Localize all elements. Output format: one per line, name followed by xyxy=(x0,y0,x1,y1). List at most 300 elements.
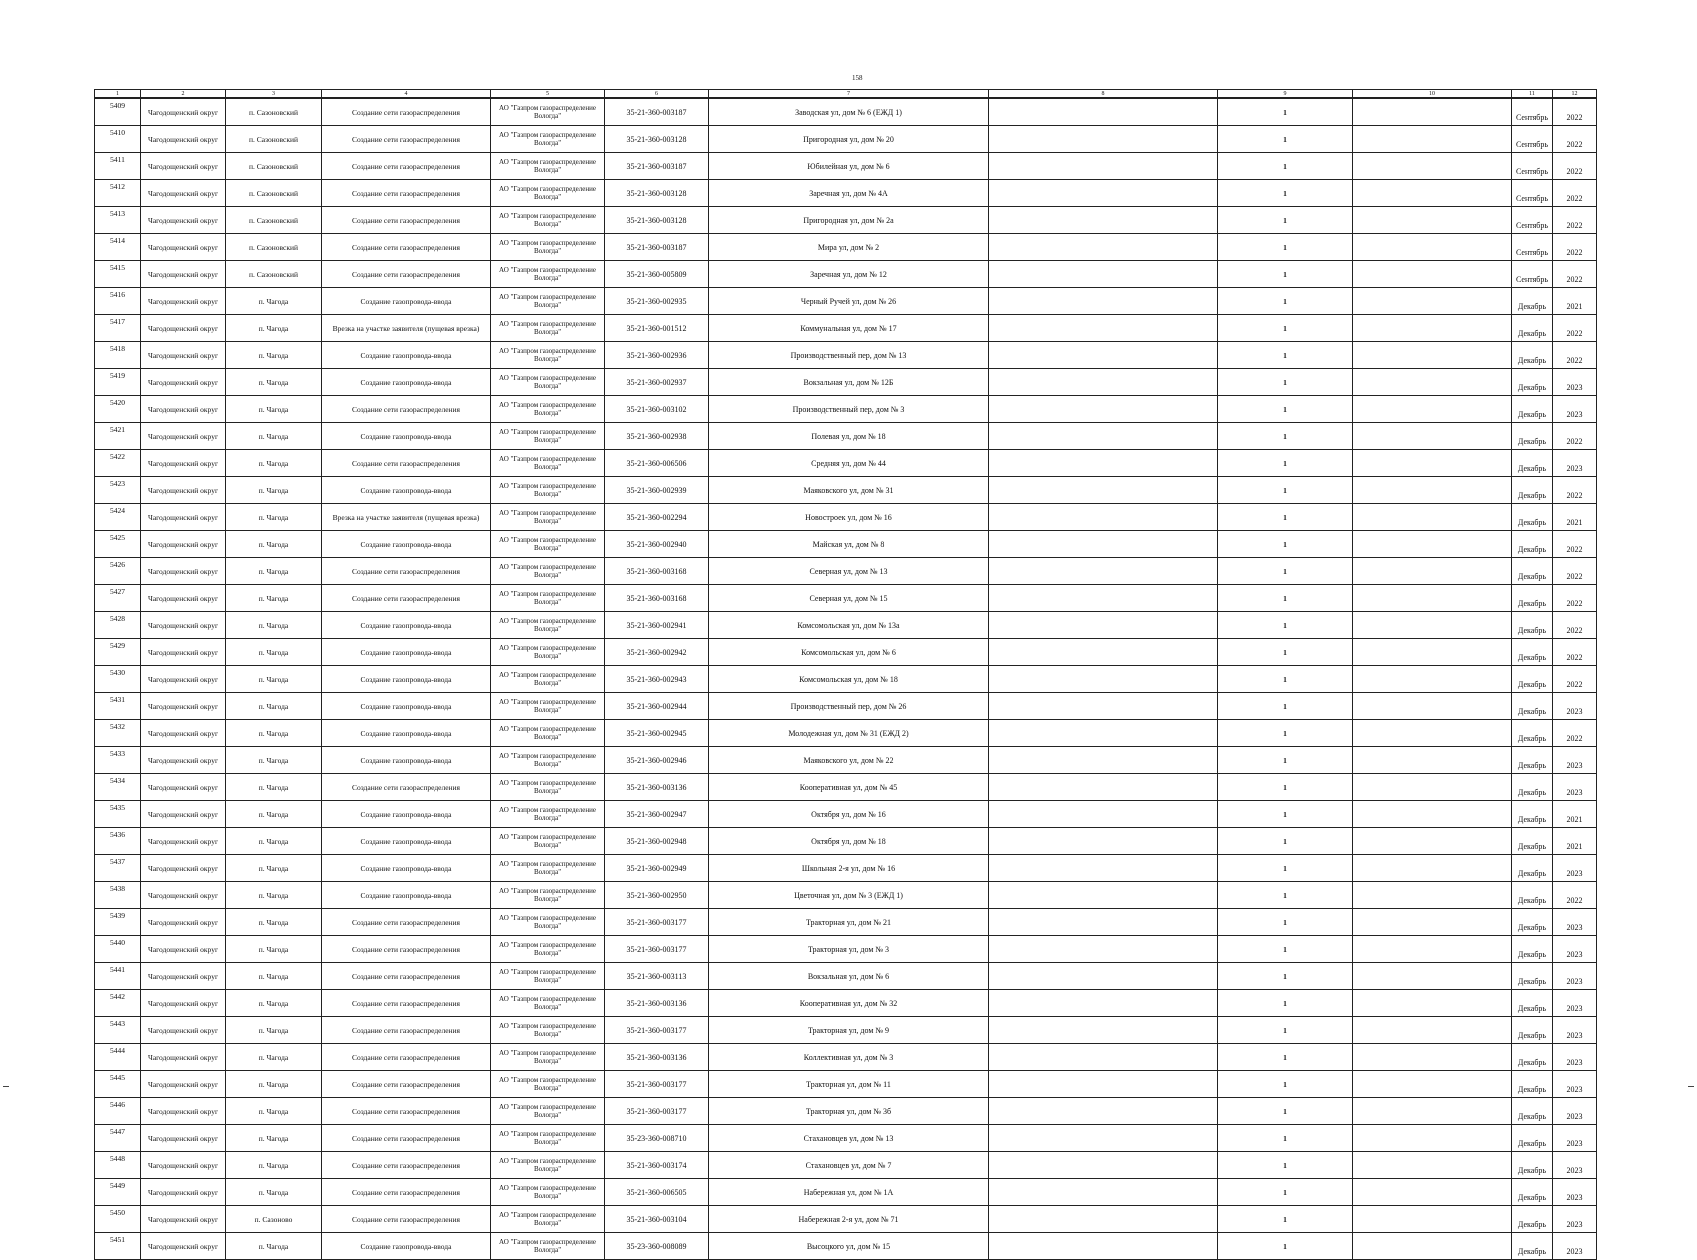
locality-cell: п. Сазоново xyxy=(226,1206,322,1233)
cadastral-number-cell: 35-21-360-002941 xyxy=(605,612,709,639)
year-cell: 2023 xyxy=(1553,396,1597,423)
work-type-cell: Создание сети газораспределения xyxy=(322,1206,491,1233)
locality-cell: п. Чагода xyxy=(226,1098,322,1125)
quantity-cell: 1 xyxy=(1218,1071,1353,1098)
year-cell: 2022 xyxy=(1553,234,1597,261)
month-cell: Сентябрь xyxy=(1512,126,1553,153)
work-type-cell: Создание газопровода-ввода xyxy=(322,693,491,720)
empty-cell xyxy=(1353,1017,1512,1044)
cadastral-number-cell: 35-21-360-003177 xyxy=(605,1071,709,1098)
row-number: 5419 xyxy=(95,369,141,396)
month-cell: Декабрь xyxy=(1512,315,1553,342)
empty-cell xyxy=(1353,450,1512,477)
empty-cell xyxy=(1353,288,1512,315)
month-cell: Декабрь xyxy=(1512,855,1553,882)
row-number: 5451 xyxy=(95,1233,141,1260)
locality-cell: п. Чагода xyxy=(226,774,322,801)
address-cell: Новостроек ул, дом № 16 xyxy=(709,504,989,531)
scan-edge-mark-left xyxy=(3,1086,9,1087)
row-number: 5412 xyxy=(95,180,141,207)
work-type-cell: Создание газопровода-ввода xyxy=(322,369,491,396)
empty-cell xyxy=(989,639,1218,666)
quantity-cell: 1 xyxy=(1218,423,1353,450)
empty-cell xyxy=(989,1206,1218,1233)
cadastral-number-cell: 35-21-360-001512 xyxy=(605,315,709,342)
column-number: 8 xyxy=(989,90,1218,99)
month-cell: Декабрь xyxy=(1512,1206,1553,1233)
cadastral-number-cell: 35-21-360-003168 xyxy=(605,585,709,612)
district-cell: Чагодощенский округ xyxy=(141,126,226,153)
month-cell: Декабрь xyxy=(1512,369,1553,396)
district-cell: Чагодощенский округ xyxy=(141,585,226,612)
empty-cell xyxy=(989,747,1218,774)
organization-cell: АО "Газпром газораспределение Вологда" xyxy=(491,774,605,801)
table-row xyxy=(95,990,1597,1017)
cadastral-number-cell: 35-23-360-008089 xyxy=(605,1233,709,1260)
locality-cell: п. Сазоновский xyxy=(226,207,322,234)
district-cell: Чагодощенский округ xyxy=(141,1017,226,1044)
locality-cell: п. Сазоновский xyxy=(226,234,322,261)
quantity-cell: 1 xyxy=(1218,288,1353,315)
organization-cell: АО "Газпром газораспределение Вологда" xyxy=(491,909,605,936)
year-cell: 2022 xyxy=(1553,558,1597,585)
district-cell: Чагодощенский округ xyxy=(141,1125,226,1152)
organization-cell: АО "Газпром газораспределение Вологда" xyxy=(491,450,605,477)
month-cell: Декабрь xyxy=(1512,450,1553,477)
locality-cell: п. Чагода xyxy=(226,423,322,450)
year-cell: 2022 xyxy=(1553,477,1597,504)
quantity-cell: 1 xyxy=(1218,774,1353,801)
locality-cell: п. Чагода xyxy=(226,342,322,369)
empty-cell xyxy=(989,1098,1218,1125)
empty-cell xyxy=(1353,963,1512,990)
column-number: 5 xyxy=(491,90,605,99)
quantity-cell: 1 xyxy=(1218,1179,1353,1206)
organization-cell: АО "Газпром газораспределение Вологда" xyxy=(491,747,605,774)
table-row xyxy=(95,126,1597,153)
empty-cell xyxy=(989,450,1218,477)
table-row xyxy=(95,855,1597,882)
table-row xyxy=(95,153,1597,180)
table-row xyxy=(95,666,1597,693)
empty-cell xyxy=(1353,369,1512,396)
district-cell: Чагодощенский округ xyxy=(141,98,226,126)
district-cell: Чагодощенский округ xyxy=(141,801,226,828)
year-cell: 2023 xyxy=(1553,1017,1597,1044)
work-type-cell: Создание газопровода-ввода xyxy=(322,1233,491,1260)
organization-cell: АО "Газпром газораспределение Вологда" xyxy=(491,936,605,963)
locality-cell: п. Чагода xyxy=(226,1125,322,1152)
table-row xyxy=(95,450,1597,477)
empty-cell xyxy=(1353,98,1512,126)
month-cell: Декабрь xyxy=(1512,531,1553,558)
work-type-cell: Создание сети газораспределения xyxy=(322,1179,491,1206)
quantity-cell: 1 xyxy=(1218,909,1353,936)
row-number: 5409 xyxy=(95,98,141,126)
cadastral-number-cell: 35-21-360-002943 xyxy=(605,666,709,693)
empty-cell xyxy=(989,153,1218,180)
address-cell: Тракторная ул, дом № 3б xyxy=(709,1098,989,1125)
table-row xyxy=(95,98,1597,126)
page-number: 158 xyxy=(852,74,863,82)
district-cell: Чагодощенский округ xyxy=(141,1206,226,1233)
quantity-cell: 1 xyxy=(1218,261,1353,288)
row-number: 5427 xyxy=(95,585,141,612)
empty-cell xyxy=(1353,666,1512,693)
empty-cell xyxy=(1353,477,1512,504)
cadastral-number-cell: 35-21-360-002948 xyxy=(605,828,709,855)
cadastral-number-cell: 35-21-360-003113 xyxy=(605,963,709,990)
cadastral-number-cell: 35-21-360-005809 xyxy=(605,261,709,288)
year-cell: 2022 xyxy=(1553,612,1597,639)
quantity-cell: 1 xyxy=(1218,1206,1353,1233)
row-number: 5447 xyxy=(95,1125,141,1152)
quantity-cell: 1 xyxy=(1218,720,1353,747)
year-cell: 2023 xyxy=(1553,774,1597,801)
organization-cell: АО "Газпром газораспределение Вологда" xyxy=(491,990,605,1017)
row-number: 5417 xyxy=(95,315,141,342)
column-number: 4 xyxy=(322,90,491,99)
table-row xyxy=(95,234,1597,261)
month-cell: Декабрь xyxy=(1512,423,1553,450)
work-type-cell: Создание газопровода-ввода xyxy=(322,747,491,774)
row-number: 5449 xyxy=(95,1179,141,1206)
month-cell: Декабрь xyxy=(1512,747,1553,774)
address-cell: Заречная ул, дом № 12 xyxy=(709,261,989,288)
cadastral-number-cell: 35-21-360-002946 xyxy=(605,747,709,774)
district-cell: Чагодощенский округ xyxy=(141,315,226,342)
locality-cell: п. Чагода xyxy=(226,801,322,828)
table-row xyxy=(95,342,1597,369)
work-type-cell: Создание сети газораспределения xyxy=(322,1017,491,1044)
address-cell: Октября ул, дом № 18 xyxy=(709,828,989,855)
year-cell: 2021 xyxy=(1553,801,1597,828)
district-cell: Чагодощенский округ xyxy=(141,558,226,585)
empty-cell xyxy=(989,855,1218,882)
table-row xyxy=(95,1017,1597,1044)
locality-cell: п. Чагода xyxy=(226,882,322,909)
year-cell: 2023 xyxy=(1553,450,1597,477)
locality-cell: п. Чагода xyxy=(226,315,322,342)
organization-cell: АО "Газпром газораспределение Вологда" xyxy=(491,1152,605,1179)
address-cell: Молодежная ул, дом № 31 (ЕЖД 2) xyxy=(709,720,989,747)
empty-cell xyxy=(989,828,1218,855)
month-cell: Декабрь xyxy=(1512,288,1553,315)
cadastral-number-cell: 35-21-360-003136 xyxy=(605,1044,709,1071)
month-cell: Декабрь xyxy=(1512,1233,1553,1260)
cadastral-number-cell: 35-21-360-002940 xyxy=(605,531,709,558)
row-number: 5435 xyxy=(95,801,141,828)
cadastral-number-cell: 35-21-360-003177 xyxy=(605,1098,709,1125)
work-type-cell: Создание сети газораспределения xyxy=(322,1098,491,1125)
quantity-cell: 1 xyxy=(1218,153,1353,180)
table-row xyxy=(95,585,1597,612)
district-cell: Чагодощенский округ xyxy=(141,1152,226,1179)
month-cell: Декабрь xyxy=(1512,990,1553,1017)
organization-cell: АО "Газпром газораспределение Вологда" xyxy=(491,1017,605,1044)
month-cell: Декабрь xyxy=(1512,396,1553,423)
quantity-cell: 1 xyxy=(1218,234,1353,261)
quantity-cell: 1 xyxy=(1218,747,1353,774)
empty-cell xyxy=(989,558,1218,585)
row-number: 5428 xyxy=(95,612,141,639)
table-row xyxy=(95,1233,1597,1260)
cadastral-number-cell: 35-21-360-002938 xyxy=(605,423,709,450)
year-cell: 2022 xyxy=(1553,882,1597,909)
row-number: 5416 xyxy=(95,288,141,315)
locality-cell: п. Чагода xyxy=(226,558,322,585)
row-number: 5439 xyxy=(95,909,141,936)
organization-cell: АО "Газпром газораспределение Вологда" xyxy=(491,180,605,207)
month-cell: Сентябрь xyxy=(1512,207,1553,234)
district-cell: Чагодощенский округ xyxy=(141,450,226,477)
empty-cell xyxy=(1353,1233,1512,1260)
district-cell: Чагодощенский округ xyxy=(141,369,226,396)
column-number: 3 xyxy=(226,90,322,99)
year-cell: 2023 xyxy=(1553,1152,1597,1179)
empty-cell xyxy=(989,693,1218,720)
table-row xyxy=(95,1125,1597,1152)
organization-cell: АО "Газпром газораспределение Вологда" xyxy=(491,801,605,828)
year-cell: 2023 xyxy=(1553,936,1597,963)
work-type-cell: Создание газопровода-ввода xyxy=(322,477,491,504)
table-row xyxy=(95,1206,1597,1233)
table-row xyxy=(95,1179,1597,1206)
locality-cell: п. Чагода xyxy=(226,369,322,396)
organization-cell: АО "Газпром газораспределение Вологда" xyxy=(491,963,605,990)
empty-cell xyxy=(989,1125,1218,1152)
address-cell: Комсомольская ул, дом № 6 xyxy=(709,639,989,666)
empty-cell xyxy=(1353,342,1512,369)
quantity-cell: 1 xyxy=(1218,369,1353,396)
address-cell: Маяковского ул, дом № 31 xyxy=(709,477,989,504)
cadastral-number-cell: 35-21-360-003128 xyxy=(605,207,709,234)
quantity-cell: 1 xyxy=(1218,180,1353,207)
month-cell: Декабрь xyxy=(1512,963,1553,990)
work-type-cell: Создание газопровода-ввода xyxy=(322,423,491,450)
empty-cell xyxy=(989,369,1218,396)
row-number: 5414 xyxy=(95,234,141,261)
locality-cell: п. Чагода xyxy=(226,504,322,531)
address-cell: Майская ул, дом № 8 xyxy=(709,531,989,558)
locality-cell: п. Чагода xyxy=(226,396,322,423)
address-cell: Пригородная ул, дом № 2а xyxy=(709,207,989,234)
cadastral-number-cell: 35-21-360-003136 xyxy=(605,774,709,801)
month-cell: Сентябрь xyxy=(1512,180,1553,207)
empty-cell xyxy=(989,963,1218,990)
empty-cell xyxy=(989,234,1218,261)
empty-cell xyxy=(1353,639,1512,666)
table-row xyxy=(95,315,1597,342)
table-row xyxy=(95,504,1597,531)
district-cell: Чагодощенский округ xyxy=(141,693,226,720)
month-cell: Сентябрь xyxy=(1512,234,1553,261)
organization-cell: АО "Газпром газораспределение Вологда" xyxy=(491,153,605,180)
address-cell: Стахановцев ул, дом № 13 xyxy=(709,1125,989,1152)
locality-cell: п. Чагода xyxy=(226,990,322,1017)
locality-cell: п. Чагода xyxy=(226,1233,322,1260)
row-number: 5415 xyxy=(95,261,141,288)
empty-cell xyxy=(989,396,1218,423)
row-number: 5442 xyxy=(95,990,141,1017)
cadastral-number-cell: 35-21-360-003177 xyxy=(605,1017,709,1044)
empty-cell xyxy=(989,666,1218,693)
address-cell: Коммунальная ул, дом № 17 xyxy=(709,315,989,342)
address-cell: Средняя ул, дом № 44 xyxy=(709,450,989,477)
month-cell: Декабрь xyxy=(1512,909,1553,936)
address-cell: Производственный пер, дом № 3 xyxy=(709,396,989,423)
district-cell: Чагодощенский округ xyxy=(141,828,226,855)
row-number: 5443 xyxy=(95,1017,141,1044)
empty-cell xyxy=(1353,261,1512,288)
column-number: 9 xyxy=(1218,90,1353,99)
year-cell: 2023 xyxy=(1553,963,1597,990)
month-cell: Декабрь xyxy=(1512,1098,1553,1125)
organization-cell: АО "Газпром газораспределение Вологда" xyxy=(491,585,605,612)
district-cell: Чагодощенский округ xyxy=(141,909,226,936)
row-number: 5433 xyxy=(95,747,141,774)
work-type-cell: Создание сети газораспределения xyxy=(322,126,491,153)
empty-cell xyxy=(989,126,1218,153)
organization-cell: АО "Газпром газораспределение Вологда" xyxy=(491,207,605,234)
month-cell: Декабрь xyxy=(1512,1071,1553,1098)
year-cell: 2022 xyxy=(1553,585,1597,612)
row-number: 5411 xyxy=(95,153,141,180)
row-number: 5420 xyxy=(95,396,141,423)
empty-cell xyxy=(989,1233,1218,1260)
address-cell: Цветочная ул, дом № 3 (ЕЖД 1) xyxy=(709,882,989,909)
cadastral-number-cell: 35-21-360-003174 xyxy=(605,1152,709,1179)
district-cell: Чагодощенский округ xyxy=(141,531,226,558)
cadastral-number-cell: 35-21-360-003187 xyxy=(605,98,709,126)
quantity-cell: 1 xyxy=(1218,477,1353,504)
quantity-cell: 1 xyxy=(1218,531,1353,558)
quantity-cell: 1 xyxy=(1218,98,1353,126)
address-cell: Набережная ул, дом № 1А xyxy=(709,1179,989,1206)
locality-cell: п. Чагода xyxy=(226,639,322,666)
empty-cell xyxy=(989,882,1218,909)
district-cell: Чагодощенский округ xyxy=(141,207,226,234)
month-cell: Декабрь xyxy=(1512,936,1553,963)
address-cell: Высоцкого ул, дом № 15 xyxy=(709,1233,989,1260)
column-number: 11 xyxy=(1512,90,1553,99)
year-cell: 2023 xyxy=(1553,1044,1597,1071)
empty-cell xyxy=(989,1044,1218,1071)
empty-cell xyxy=(1353,207,1512,234)
table-row xyxy=(95,477,1597,504)
month-cell: Декабрь xyxy=(1512,882,1553,909)
row-number: 5446 xyxy=(95,1098,141,1125)
organization-cell: АО "Газпром газораспределение Вологда" xyxy=(491,1233,605,1260)
quantity-cell: 1 xyxy=(1218,504,1353,531)
year-cell: 2022 xyxy=(1553,315,1597,342)
cadastral-number-cell: 35-21-360-003177 xyxy=(605,909,709,936)
district-cell: Чагодощенский округ xyxy=(141,882,226,909)
district-cell: Чагодощенский округ xyxy=(141,180,226,207)
organization-cell: АО "Газпром газораспределение Вологда" xyxy=(491,558,605,585)
address-cell: Школьная 2-я ул, дом № 16 xyxy=(709,855,989,882)
table-row xyxy=(95,774,1597,801)
empty-cell xyxy=(1353,180,1512,207)
row-number: 5421 xyxy=(95,423,141,450)
address-cell: Северная ул, дом № 15 xyxy=(709,585,989,612)
organization-cell: АО "Газпром газораспределение Вологда" xyxy=(491,288,605,315)
empty-cell xyxy=(989,207,1218,234)
year-cell: 2022 xyxy=(1553,666,1597,693)
quantity-cell: 1 xyxy=(1218,1125,1353,1152)
year-cell: 2023 xyxy=(1553,369,1597,396)
year-cell: 2022 xyxy=(1553,342,1597,369)
district-cell: Чагодощенский округ xyxy=(141,477,226,504)
work-type-cell: Создание газопровода-ввода xyxy=(322,612,491,639)
address-cell: Заводская ул, дом № 6 (ЕЖД 1) xyxy=(709,98,989,126)
empty-cell xyxy=(989,936,1218,963)
quantity-cell: 1 xyxy=(1218,1233,1353,1260)
empty-cell xyxy=(1353,990,1512,1017)
row-number: 5425 xyxy=(95,531,141,558)
cadastral-number-cell: 35-21-360-003187 xyxy=(605,153,709,180)
address-cell: Маяковского ул, дом № 22 xyxy=(709,747,989,774)
empty-cell xyxy=(989,585,1218,612)
row-number: 5436 xyxy=(95,828,141,855)
quantity-cell: 1 xyxy=(1218,1044,1353,1071)
organization-cell: АО "Газпром газораспределение Вологда" xyxy=(491,234,605,261)
cadastral-number-cell: 35-21-360-003102 xyxy=(605,396,709,423)
district-cell: Чагодощенский округ xyxy=(141,612,226,639)
empty-cell xyxy=(1353,126,1512,153)
empty-cell xyxy=(1353,1179,1512,1206)
district-cell: Чагодощенский округ xyxy=(141,747,226,774)
organization-cell: АО "Газпром газораспределение Вологда" xyxy=(491,1044,605,1071)
address-cell: Тракторная ул, дом № 3 xyxy=(709,936,989,963)
scan-edge-mark-right xyxy=(1688,1086,1694,1087)
district-cell: Чагодощенский округ xyxy=(141,963,226,990)
organization-cell: АО "Газпром газораспределение Вологда" xyxy=(491,396,605,423)
work-type-cell: Создание сети газораспределения xyxy=(322,909,491,936)
row-number: 5413 xyxy=(95,207,141,234)
quantity-cell: 1 xyxy=(1218,207,1353,234)
district-cell: Чагодощенский округ xyxy=(141,288,226,315)
work-type-cell: Создание сети газораспределения xyxy=(322,1125,491,1152)
table-row xyxy=(95,207,1597,234)
quantity-cell: 1 xyxy=(1218,828,1353,855)
organization-cell: АО "Газпром газораспределение Вологда" xyxy=(491,639,605,666)
empty-cell xyxy=(989,720,1218,747)
cadastral-number-cell: 35-21-360-002294 xyxy=(605,504,709,531)
year-cell: 2023 xyxy=(1553,1206,1597,1233)
work-type-cell: Создание сети газораспределения xyxy=(322,963,491,990)
locality-cell: п. Сазоновский xyxy=(226,126,322,153)
month-cell: Декабрь xyxy=(1512,774,1553,801)
month-cell: Декабрь xyxy=(1512,1179,1553,1206)
year-cell: 2022 xyxy=(1553,126,1597,153)
district-cell: Чагодощенский округ xyxy=(141,234,226,261)
district-cell: Чагодощенский округ xyxy=(141,1044,226,1071)
column-number: 2 xyxy=(141,90,226,99)
table-row xyxy=(95,1152,1597,1179)
empty-cell xyxy=(1353,504,1512,531)
locality-cell: п. Чагода xyxy=(226,963,322,990)
row-number: 5423 xyxy=(95,477,141,504)
address-cell: Тракторная ул, дом № 21 xyxy=(709,909,989,936)
cadastral-number-cell: 35-21-360-006505 xyxy=(605,1179,709,1206)
locality-cell: п. Чагода xyxy=(226,1071,322,1098)
month-cell: Сентябрь xyxy=(1512,153,1553,180)
table-row xyxy=(95,531,1597,558)
address-cell: Кооперативная ул, дом № 32 xyxy=(709,990,989,1017)
work-type-cell: Создание сети газораспределения xyxy=(322,180,491,207)
address-cell: Вокзальная ул, дом № 12Б xyxy=(709,369,989,396)
